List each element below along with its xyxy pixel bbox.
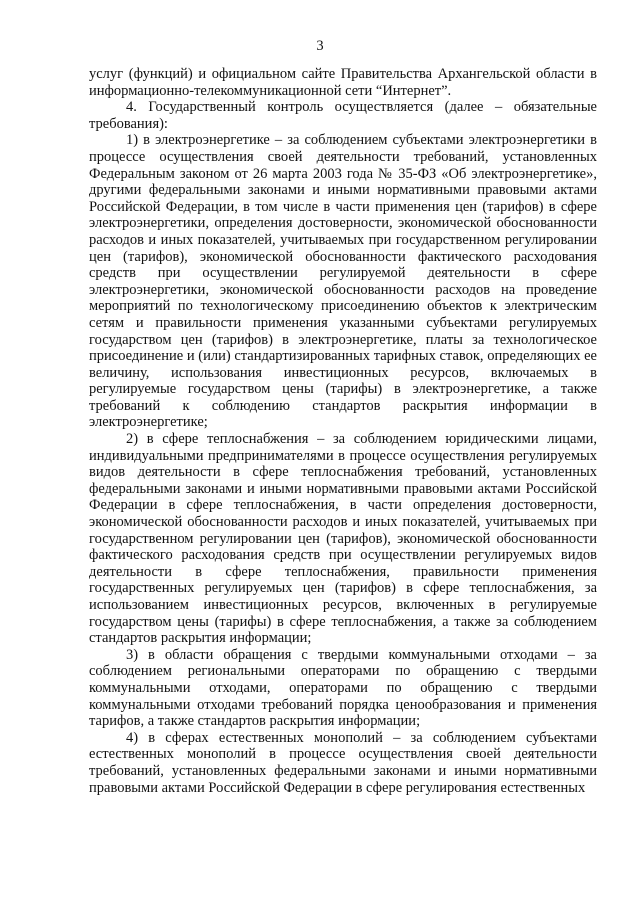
paragraph: 3) в области обращения с твердыми коммунальными отходами – за соблюдением региональными операторами по обращению с твердыми коммунальными отходами, операторами по обращению с твердыми коммунальными отходами требований порядка ценообразования и применения тарифов, а также стандартов раскрытия информации; bbox=[89, 646, 597, 730]
paragraph: 1) в электроэнергетике – за соблюдением субъектами электроэнергетики в процессе осуществления своей деятельности требований, установленных Федеральным законом от 26 марта 2003 года № 35-ФЗ «Об электроэнергетике», другими федеральными законами и иными нормативными правовыми актами Российской Федерации, в том числе в части применения цен (тарифов) в сфере электроэнергетики, определения достоверности, экономической обоснованности расходов и иных показателей, учитываемых при государственном регулировании цен (тарифов), экономической обоснованности фактического расходования средств при осуществлении регулируемой деятельности в сфере электроэнергетики, экономической обоснованности расходов на проведение мероприятий по технологическому присоединению объектов к электрическим сетям и правильности применения указанными субъектами регулируемых государством цен (тарифов) в электроэнергетике, платы за технологическое присоединение и (или) стандартизированных тарифных ставок, определяющих ее величину, использования инвестиционных ресурсов, включаемых в регулируемые государством цены (тарифы) в электроэнергетике, а также требований к соблюдению стандартов раскрытия информации в электроэнергетике; bbox=[89, 132, 597, 431]
document-body bbox=[89, 66, 597, 796]
paragraph: услуг (функций) и официальном сайте Правительства Архангельской области в информационно-телекоммуникационной сети “Интернет”. bbox=[89, 66, 597, 99]
paragraph: 4. Государственный контроль осуществляется (далее – обязательные требования): bbox=[89, 99, 597, 132]
page-number: 3 bbox=[316, 38, 324, 54]
paragraph: 4) в сферах естественных монополий – за соблюдением субъектами естественных монополий в процессе осуществления своей деятельности требований, установленных федеральными законами и иными нормативными правовыми актами Российской Федерации в сфере регулирования естественных bbox=[89, 729, 597, 796]
paragraph: 2) в сфере теплоснабжения – за соблюдением юридическими лицами, индивидуальными предпринимателями в процессе осуществления регулируемых видов деятельности в сфере теплоснабжения требований, установленных федеральными законами и иными нормативными правовыми актами Российской Федерации в сфере теплоснабжения, в части определения достоверности, экономической обоснованности расходов и иных показателей, учитываемых при государственном регулировании цен (тарифов), экономической обоснованности фактического расходования средств при осуществлении регулируемых видов деятельности в сфере теплоснабжения, правильности применения государственных регулируемых цен (тарифов) в сфере теплоснабжения, за использованием инвестиционных ресурсов, включенных в регулируемые государством цены (тарифы) в сфере теплоснабжения, а также за соблюдением стандартов раскрытия информации; bbox=[89, 431, 597, 647]
